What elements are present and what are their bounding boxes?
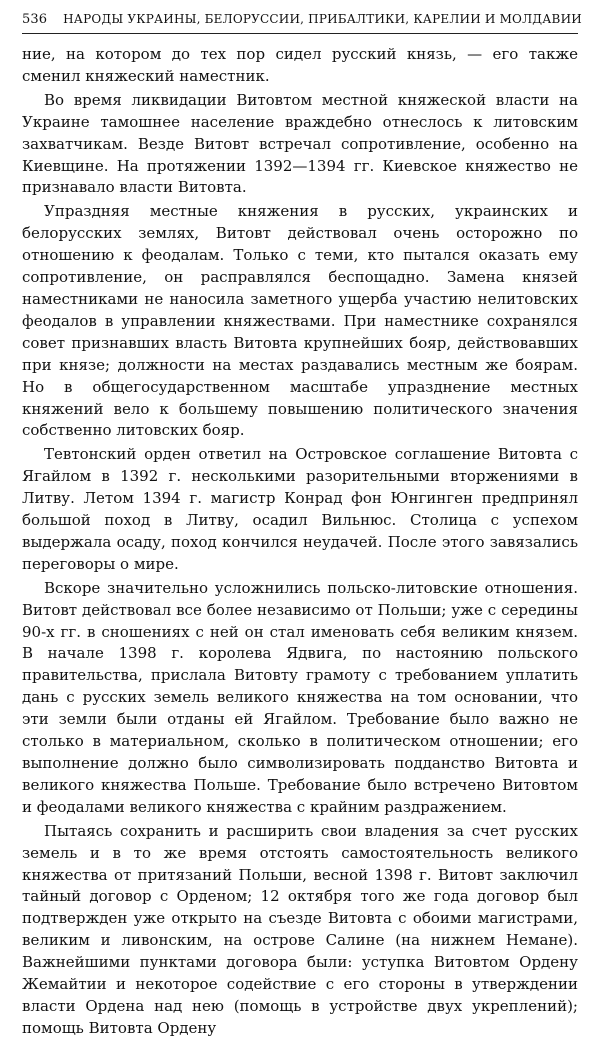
- paragraph: Упраздняя местные княжения в русских, украинских и белорусских землях, Витовт действовал очень осторожно по отношению к феодалам. Только с теми, кто пытался оказать ему сопротивление, он расправлялся беспощадно. Замена князей наместниками не наносила заметного ущерба участию нелитовских феодалов в управлении княжествами. При наместнике сохранялся совет признавших власть Витовта крупнейших бояр, действовавших при князе; должности на местах раздавались местным же боярам. Но в общегосударственном масштабе упразднение местных княжений вело к большему повышению политического значения собственно литовских бояр.: [22, 202, 578, 440]
- running-title: НАРОДЫ УКРАИНЫ, БЕЛОРУССИИ, ПРИБАЛТИКИ, КАРЕЛИИ И МОЛДАВИИ: [63, 12, 582, 26]
- paragraph: Тевтонский орден ответил на Островское соглашение Витовта с Ягайлом в 1392 г. несколькими разорительными вторжениями в Литву. Летом 1394 г. магистр Конрад фон Юнгинген предпринял большой поход в Литву, осадил Вильнюс. Столица с успехом выдержала осаду, поход кончился неудачей. После этого завязались переговоры о мире.: [22, 445, 578, 573]
- book-page: [22, 12, 582, 1040]
- paragraph: Вскоре значительно усложнились польско-литовские отношения. Витовт действовал все более независимо от Польши; уже с середины 90-х гг. в сношениях с ней он стал именовать себя великим князем. В начале 1398 г. королева Ядвига, по настоянию польского правительства, прислала Витовту грамоту с требованием уплатить дань с русских земель великого княжества на том основании, что эти земли были отданы ей Ягайлом. Требование было важно не столько в материальном, сколько в политическом отношении; его выполнение должно было символизировать подданство Витовта и великого княжества Польше. Требование было встречено Витовтом и феодалами великого княжества с крайним раздражением.: [22, 578, 578, 816]
- page-header: [22, 12, 582, 34]
- body-text: [22, 44, 578, 1040]
- page-number: 536: [22, 12, 48, 27]
- paragraph: Пытаясь сохранить и расширить свои владения за счет русских земель и в то же время отстоять самостоятельность великого княжества от притязаний Польши, весной 1398 г. Витовт заключил тайный договор с Орденом; 12 октября того же года договор был подтвержден уже открыто на съезде Витовта с обоими магистрами, великим и ливонским, на острове Салине (на нижнем Немане). Важнейшими пунктами договора были: уступка Витовтом Ордену Жемайтии и некоторое содействие с его стороны в утверждении власти Ордена над нею (помощь в устройстве двух укреплений); помощь Витовта Ордену: [22, 821, 578, 1037]
- paragraph: Во время ликвидации Витовтом местной княжеской власти на Украине тамошнее население враждебно отнеслось к литовским захватчикам. Везде Витовт встречал сопротивление, особенно на Киевщине. На протяжении 1392—1394 гг. Киевское княжество не признавало власти Витовта.: [22, 90, 578, 197]
- paragraph: ние, на котором до тех пор сидел русский князь, — его также сменил княжеский наместник.: [22, 45, 578, 85]
